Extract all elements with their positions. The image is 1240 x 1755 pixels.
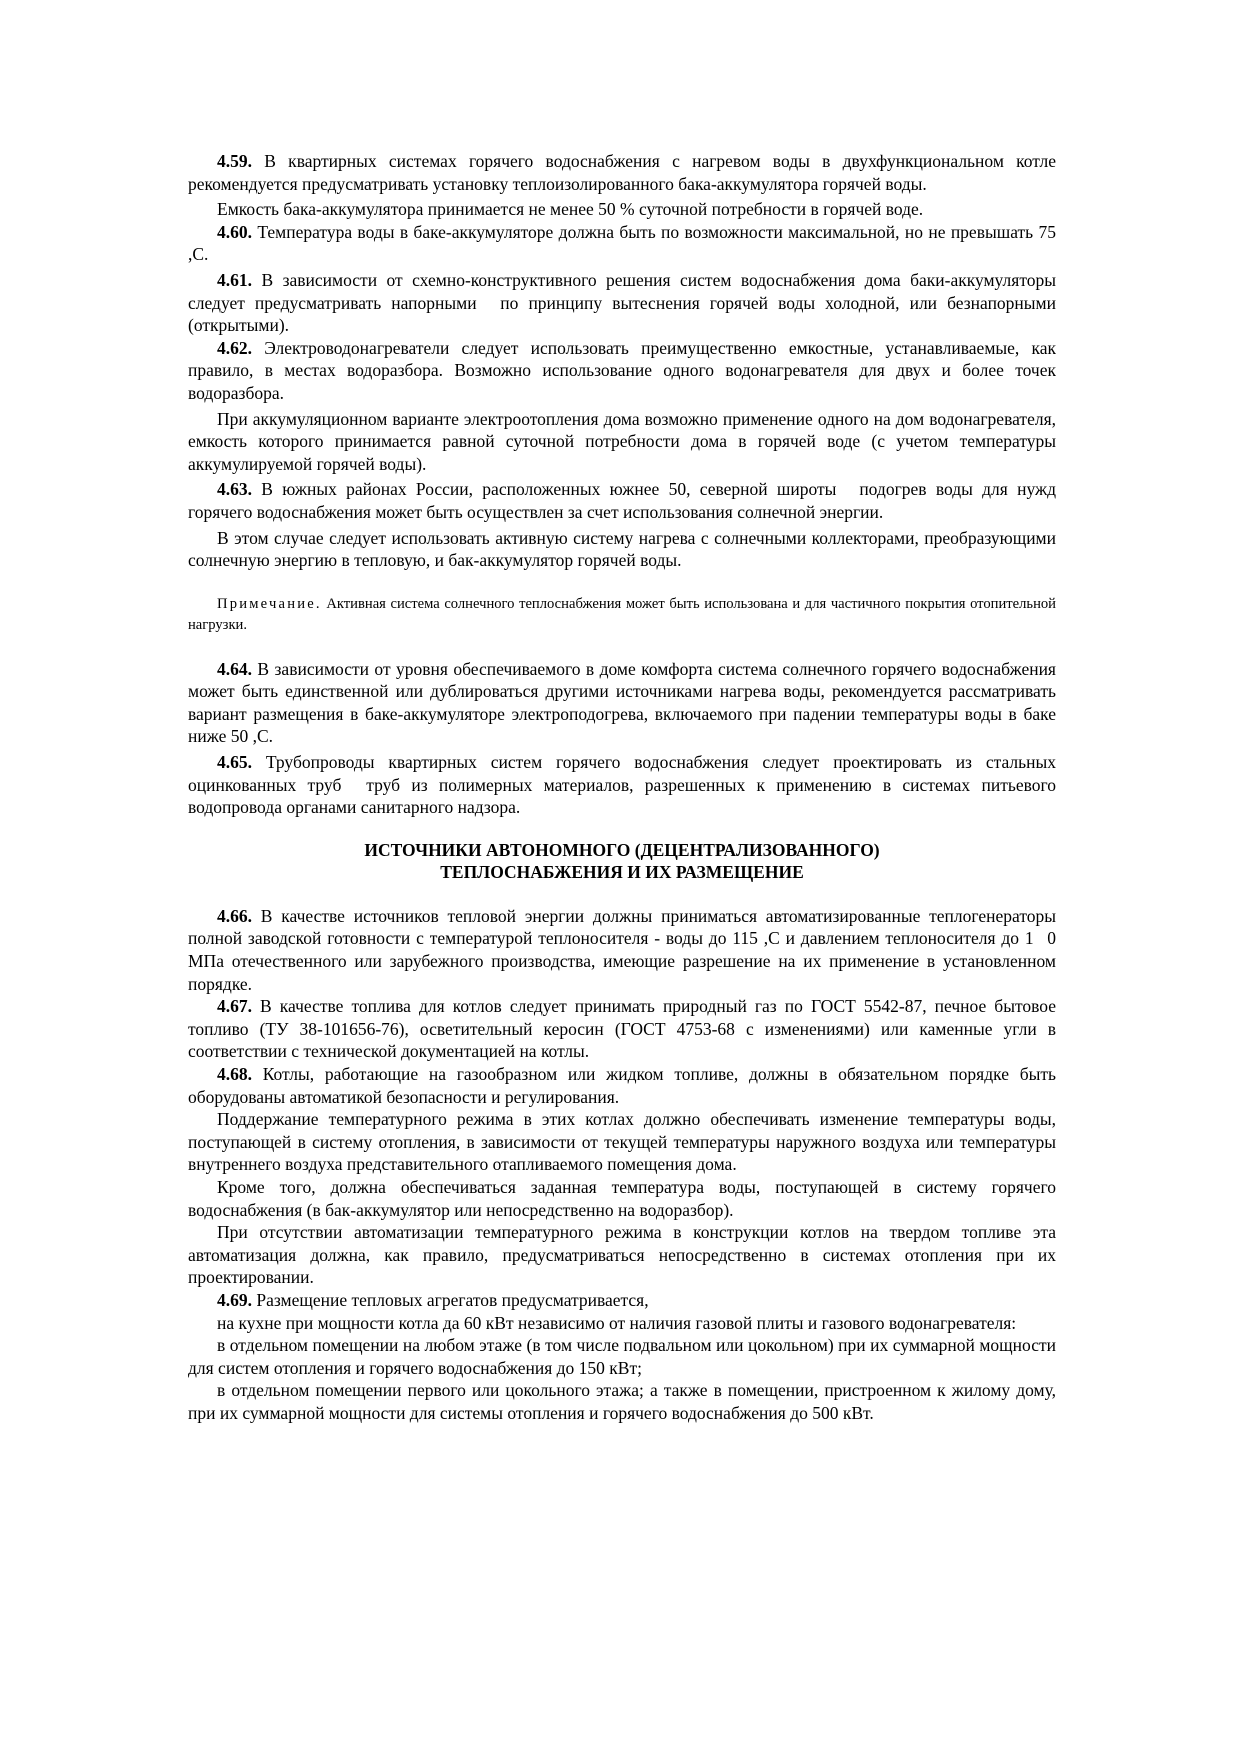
paragraph-4-64 (188, 658, 1056, 748)
section-hot-water (188, 150, 1056, 572)
paragraph-4-65 (188, 751, 1056, 819)
heading-line-1: ИСТОЧНИКИ АВТОНОМНОГО (ДЕЦЕНТРАЛИЗОВАННОГО) (364, 839, 880, 860)
paragraph-accumulation-variant (188, 408, 1056, 476)
paragraph-solar-system (188, 527, 1056, 572)
paragraph-text: В квартирных системах горячего водоснабжения с нагревом воды в двухфункциональном котле рекомендуется предусматривать установку теплоизолированного бака-аккумулятора горячей воды. (188, 151, 1056, 194)
paragraph-4-66 (188, 905, 1056, 995)
clause-number: 4.69. (217, 1289, 252, 1310)
section-heading (188, 839, 1056, 883)
paragraph-text: В этом случае следует использовать активную систему нагрева с солнечными коллекторами, преобразующими солнечную энергию в тепловую, и бак-аккумулятор горячей воды. (188, 527, 1056, 571)
note-label: Примечание. (217, 595, 322, 612)
paragraph-text: Температура воды в баке-аккумуляторе должна быть по возможности максимальной, но не превышать 75 ,С. (188, 221, 1056, 265)
note-text: Активная система солнечного теплоснабжения может быть использована и для частичного покрытия отопительной нагрузки. (188, 595, 1056, 633)
note-paragraph (188, 594, 1056, 636)
paragraph-temperature-regime (188, 1108, 1056, 1176)
clause-number: 4.66. (217, 905, 252, 926)
paragraph-4-60 (188, 221, 1056, 266)
paragraph-text: в отдельном помещении на любом этаже (в том числе подвальном или цокольном) при их суммарной мощности для систем отопления и горячего водоснабжения до 150 кВт; (188, 1335, 1056, 1378)
paragraph-4-67 (188, 995, 1056, 1063)
section-solar-backup (188, 658, 1056, 819)
paragraph-text: Трубопроводы квартирных систем горячего водоснабжения следует проектировать из стальных оцинкованных труб  труб из полимерных материалов, разрешенных к применению в системах питьевого водопровода органами санитарного надзора. (188, 752, 1056, 818)
paragraph-text: При отсутствии автоматизации температурного режима в конструкции котлов на твердом топливе эта автоматизация должна, как правило, предусматриваться непосредственно в системах отопления при их проектировании. (188, 1222, 1056, 1288)
heading-line-2: ТЕПЛОСНАБЖЕНИЯ И ИХ РАЗМЕЩЕНИЕ (440, 861, 804, 882)
paragraph-solid-fuel-automation (188, 1221, 1056, 1289)
paragraph-4-68 (188, 1063, 1056, 1108)
paragraph-text: в отдельном помещении первого или цокольного этажа; а также в помещении, пристроенном к жилому дому, при их суммарной мощности для системы отопления и горячего водоснабжения до 500 кВт. (188, 1380, 1056, 1423)
paragraph-4-62 (188, 337, 1056, 405)
clause-number: 4.65. (217, 752, 252, 773)
paragraph-4-63 (188, 478, 1056, 523)
paragraph-text: на кухне при мощности котла да 60 кВт независимо от наличия газовой плиты и газового водонагревателя: (217, 1312, 1017, 1333)
paragraph-separate-room-any-floor (188, 1334, 1056, 1379)
paragraph-text: Емкость бака-аккумулятора принимается не менее 50 % суточной потребности в горячей воде. (217, 199, 924, 220)
paragraph-hot-water-temperature (188, 1176, 1056, 1221)
clause-number: 4.59. (217, 151, 252, 171)
paragraph-4-59 (188, 150, 1056, 195)
paragraph-text: Размещение тепловых агрегатов предусматривается, (252, 1289, 649, 1310)
clause-number: 4.67. (217, 996, 252, 1017)
paragraph-text: При аккумуляционном варианте электроотопления дома возможно применение одного на дом водонагревателя, емкость которого принимается равной суточной потребности дома в горячей воде (с учетом температуры аккумулируемой горячей воды). (188, 408, 1056, 474)
paragraph-kitchen-placement (188, 1312, 1056, 1335)
section-heat-sources (188, 905, 1056, 1425)
clause-number: 4.61. (217, 269, 252, 290)
paragraph-text: В южных районах России, расположенных южнее 50, северной широты  подогрев воды для нужд горячего водоснабжения может быть осуществлен за счет использования солнечной энергии. (188, 479, 1056, 522)
paragraph-text: В качестве источников тепловой энергии должны приниматься автоматизированные теплогенераторы полной заводской готовности с температурой теплоносителя - воды до 115 ,С и давлением теплоносителя до 1 0 МПа отечественного или зарубежного производства, имеющие разрешение на их применение в установленном порядке. (188, 905, 1056, 994)
paragraph-text: Электроводонагреватели следует использовать преимущественно емкостные, устанавливаемые, как правило, в местах водоразбора. Возможно использование одного водонагревателя для двух и более точек водоразбора. (188, 337, 1056, 403)
clause-number: 4.62. (217, 337, 252, 358)
paragraph-separate-room-first-floor (188, 1379, 1056, 1424)
paragraph-text: Котлы, работающие на газообразном или жидком топливе, должны в обязательном порядке быть оборудованы автоматикой безопасности и регулирования. (188, 1064, 1056, 1107)
paragraph-tank-capacity (188, 198, 1056, 221)
paragraph-text: Кроме того, должна обеспечиваться заданная температура воды, поступающей в систему горячего водоснабжения (в бак-аккумулятор или непосредственно на водоразбор). (188, 1176, 1056, 1220)
document-page (188, 150, 1056, 1425)
clause-number: 4.68. (217, 1064, 252, 1084)
paragraph-text: В качестве топлива для котлов следует принимать природный газ по ГОСТ 5542-87, печное бытовое топливо (ТУ 38-101656-76), осветительный керосин (ГОСТ 4753-68 с изменениями) или каменные угли в соответствии с технической документацией на котлы. (188, 996, 1056, 1062)
clause-number: 4.64. (217, 658, 252, 679)
clause-number: 4.60. (217, 221, 252, 242)
paragraph-text: Поддержание температурного режима в этих котлах должно обеспечивать изменение температуры воды, поступающей в систему отопления, в зависимости от текущей температуры наружного воздуха или температуры внутреннего воздуха представительного отапливаемого помещения дома. (188, 1109, 1056, 1175)
paragraph-text: В зависимости от уровня обеспечиваемого в доме комфорта система солнечного горячего водоснабжения может быть единственной или дублироваться другими источниками нагрева воды, рекомендуется рассматривать вариант размещения в баке-аккумуляторе электроподогрева, включаемого при падении температуры воды в баке ниже 50 ,С. (188, 658, 1056, 747)
paragraph-4-61 (188, 269, 1056, 337)
paragraph-4-69 (188, 1289, 1056, 1312)
paragraph-text: В зависимости от схемно-конструктивного решения систем водоснабжения дома баки-аккумуляторы следует предусматривать напорными  по принципу вытеснения горячей воды холодной, или безнапорными (открытыми). (188, 269, 1056, 336)
clause-number: 4.63. (217, 479, 252, 500)
